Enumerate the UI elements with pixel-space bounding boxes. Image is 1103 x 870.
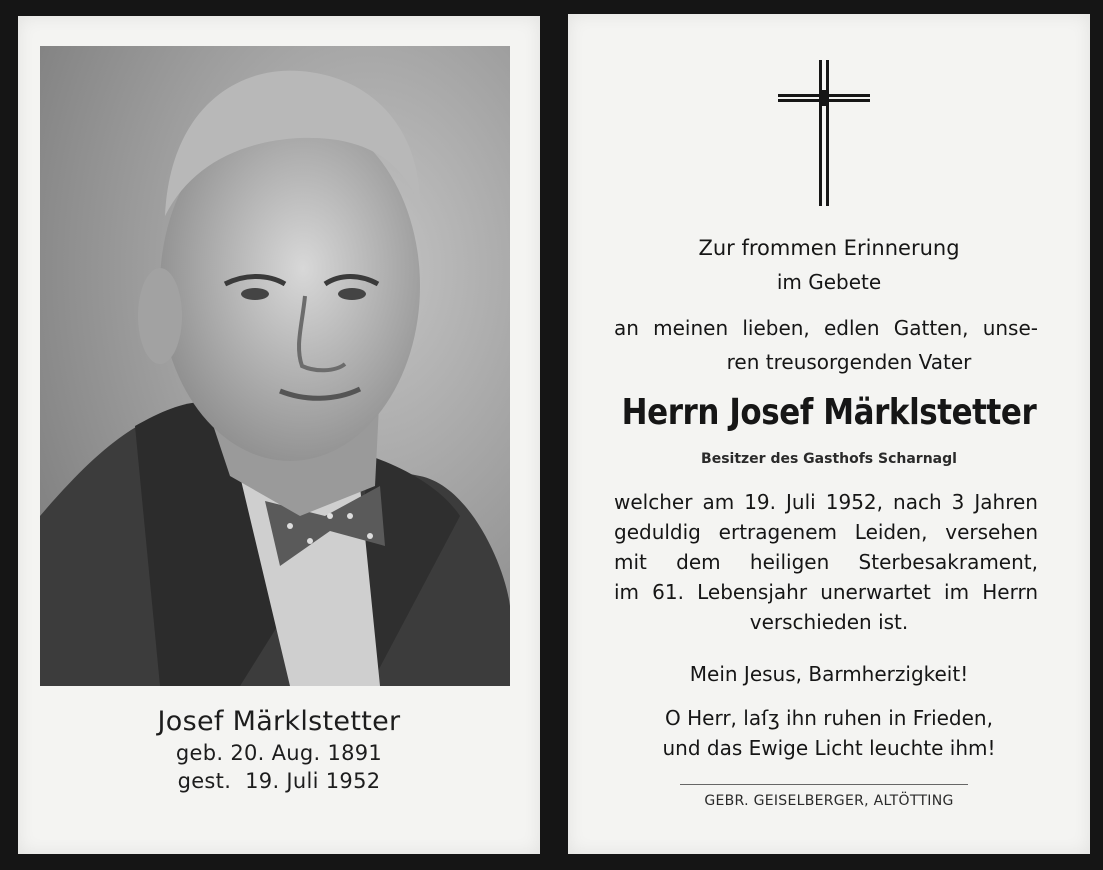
body-line-3: mit dem heiligen Sterbesakrament, <box>614 550 1038 574</box>
body-line-5: verschieden ist. <box>749 610 909 634</box>
printer-credit-wrapper <box>568 790 1090 809</box>
body-line-1: welcher am 19. Juli 1952, nach 3 Jahren <box>614 490 1038 514</box>
honoree-title: Besitzer des Gasthofs Scharnagl <box>701 451 957 467</box>
printer-divider <box>680 784 968 785</box>
birth-date: geb. 20. Aug. 1891 <box>175 741 383 765</box>
body-line-4: im 61. Lebensjahr unerwartet im Herrn <box>614 580 1038 604</box>
heading-line-2: im Gebete <box>776 270 882 294</box>
honoree-name-wrapper <box>568 392 1090 433</box>
right-card-panel <box>568 14 1090 854</box>
name-and-dates <box>18 706 540 793</box>
body-line-2: geduldig ertragenem Leiden, versehen <box>614 520 1038 544</box>
latin-cross-icon <box>778 60 870 206</box>
left-card-panel <box>18 16 540 854</box>
printer-credit: GEBR. GEISELBERGER, ALTÖTTING <box>704 793 954 809</box>
death-date: gest. 19. Juli 1952 <box>177 769 381 793</box>
prayer-line: Mein Jesus, Barmherzigkeit! <box>689 662 969 686</box>
deceased-name: Josef Märklstetter <box>157 706 401 737</box>
heading-line-1: Zur frommen Erinnerung <box>698 236 960 260</box>
honoree-title-wrapper <box>568 448 1090 467</box>
honoree-name: Herrn Josef Märklstetter <box>621 392 1037 433</box>
intro-line-1: an meinen lieben, edlen Gatten, unse- <box>614 316 1038 340</box>
intro-line-2: ren treusorgenden Vater <box>726 350 972 374</box>
closing-line-2: und das Ewige Licht leuchte ihm! <box>662 736 996 760</box>
portrait-photo <box>40 46 510 686</box>
closing-line-1: O Herr, laſʒ ihn ruhen in Frieden, <box>665 706 993 730</box>
